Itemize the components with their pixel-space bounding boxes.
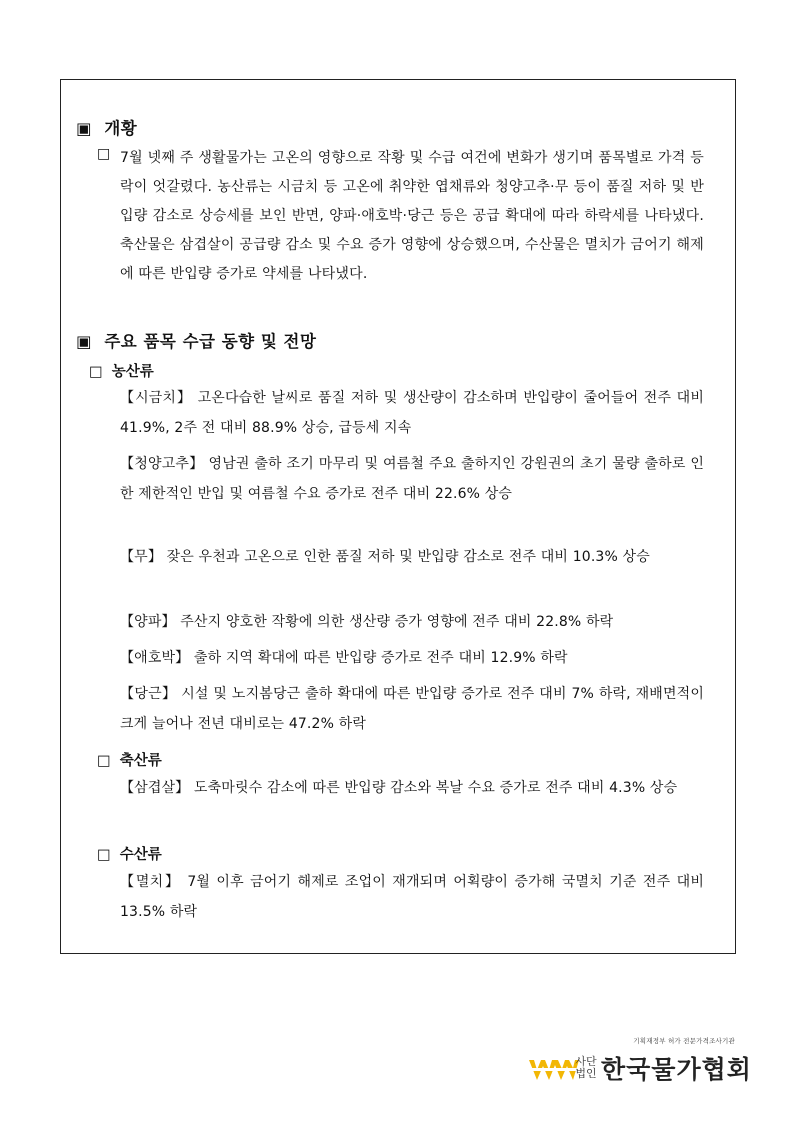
heading-marker-icon: ▣ <box>76 119 93 138</box>
item-text: 고온다습한 날씨로 품질 저하 및 생산량이 감소하며 반입량이 줄어들어 전주 대비 41.9%, 2주 전 대비 88.9% 상승, 급등세 지속 <box>120 390 704 436</box>
overview-bullet-icon: □ <box>97 146 111 162</box>
item-text: 잦은 우천과 고온으로 인한 품질 저하 및 반입량 감소로 전주 대비 10.3% 상승 <box>161 549 650 565</box>
group-title: 축산류 <box>119 753 162 769</box>
group-title: 농산류 <box>111 364 154 380</box>
footer-caption: 기획재정부 허가 전문가격조사기관 <box>633 1037 735 1045</box>
item-tag: 【애호박】 <box>120 650 190 666</box>
list-item <box>120 383 704 443</box>
heading-marker-icon: ▣ <box>76 332 93 351</box>
group-title: 수산류 <box>119 847 162 863</box>
list-item <box>120 679 704 739</box>
item-text: 시설 및 노지봄당근 출하 확대에 따른 반입량 증가로 전주 대비 7% 하락, 재배면적이 크게 늘어나 전년 대비로는 47.2% 하락 <box>120 686 704 732</box>
trends-heading-text: 주요 품목 수급 동향 및 전망 <box>104 332 317 351</box>
overview-text: 7월 넷째 주 생활물가는 고온의 영향으로 작황 및 수급 여건에 변화가 생기며 품목별로 가격 등락이 엇갈렸다. 농산류는 시금치 등 고온에 취약한 엽채류와 청양고추·무 등이 품질 저하 및 반입량 감소로 상승세를 보인 반면, 양파·애호박·당근 등은 공급 확대에 따라 하락세를 나타냈다. 축산물은 삼겹살이 공급량 감소 및 수요 증가 영향에 상승했으며, 수산물은 멸치가 금어기 해제에 따른 반입량 증가로 약세를 나타냈다. <box>120 150 704 282</box>
overview-heading <box>76 115 137 139</box>
item-tag: 【멸치】 <box>120 874 181 890</box>
group-heading-livestock <box>97 749 162 770</box>
list-item <box>120 542 704 572</box>
item-tag: 【시금치】 <box>120 390 193 406</box>
item-tag: 【삼겹살】 <box>120 780 190 796</box>
corp-line-1: 사단 <box>575 1055 597 1068</box>
item-tag: 【양파】 <box>120 614 176 630</box>
group-bullet-icon: □ <box>97 753 111 769</box>
overview-heading-text: 개황 <box>104 119 138 138</box>
item-text: 도축마릿수 감소에 따른 반입량 감소와 복날 수요 증가로 전주 대비 4.3% 상승 <box>189 780 678 796</box>
corp-line-2: 법인 <box>575 1067 597 1080</box>
item-text: 출하 지역 확대에 따른 반입량 증가로 전주 대비 12.9% 하락 <box>189 650 568 666</box>
kpa-logo-icon <box>527 1054 579 1084</box>
list-item <box>120 449 704 509</box>
item-text: 영남권 출하 조기 마무리 및 여름철 주요 출하지인 강원권의 초기 물량 출하로 인한 제한적인 반입 및 여름철 수요 증가로 전주 대비 22.6% 상승 <box>120 456 705 502</box>
group-bullet-icon: □ <box>97 847 111 863</box>
org-name: 한국물가협회 <box>601 1055 752 1084</box>
footer-logo <box>527 1036 752 1090</box>
item-tag: 【당근】 <box>120 686 177 702</box>
item-text: 7월 이후 금어기 해제로 조업이 재개되며 어획량이 증가해 국멸치 기준 전주 대비 13.5% 하락 <box>120 874 704 920</box>
item-tag: 【청양고추】 <box>120 456 204 472</box>
list-item <box>120 643 704 673</box>
group-bullet-icon: □ <box>89 364 103 380</box>
item-text: 주산지 양호한 작황에 의한 생산량 증가 영향에 전주 대비 22.8% 하락 <box>175 614 614 630</box>
list-item <box>120 773 704 803</box>
overview-paragraph <box>120 144 704 289</box>
group-heading-agri <box>89 360 154 381</box>
list-item <box>120 867 704 927</box>
item-tag: 【무】 <box>120 549 162 565</box>
trends-heading <box>76 328 316 352</box>
list-item <box>120 607 704 637</box>
footer-corp-label <box>575 1056 597 1080</box>
group-heading-seafood <box>97 843 162 864</box>
